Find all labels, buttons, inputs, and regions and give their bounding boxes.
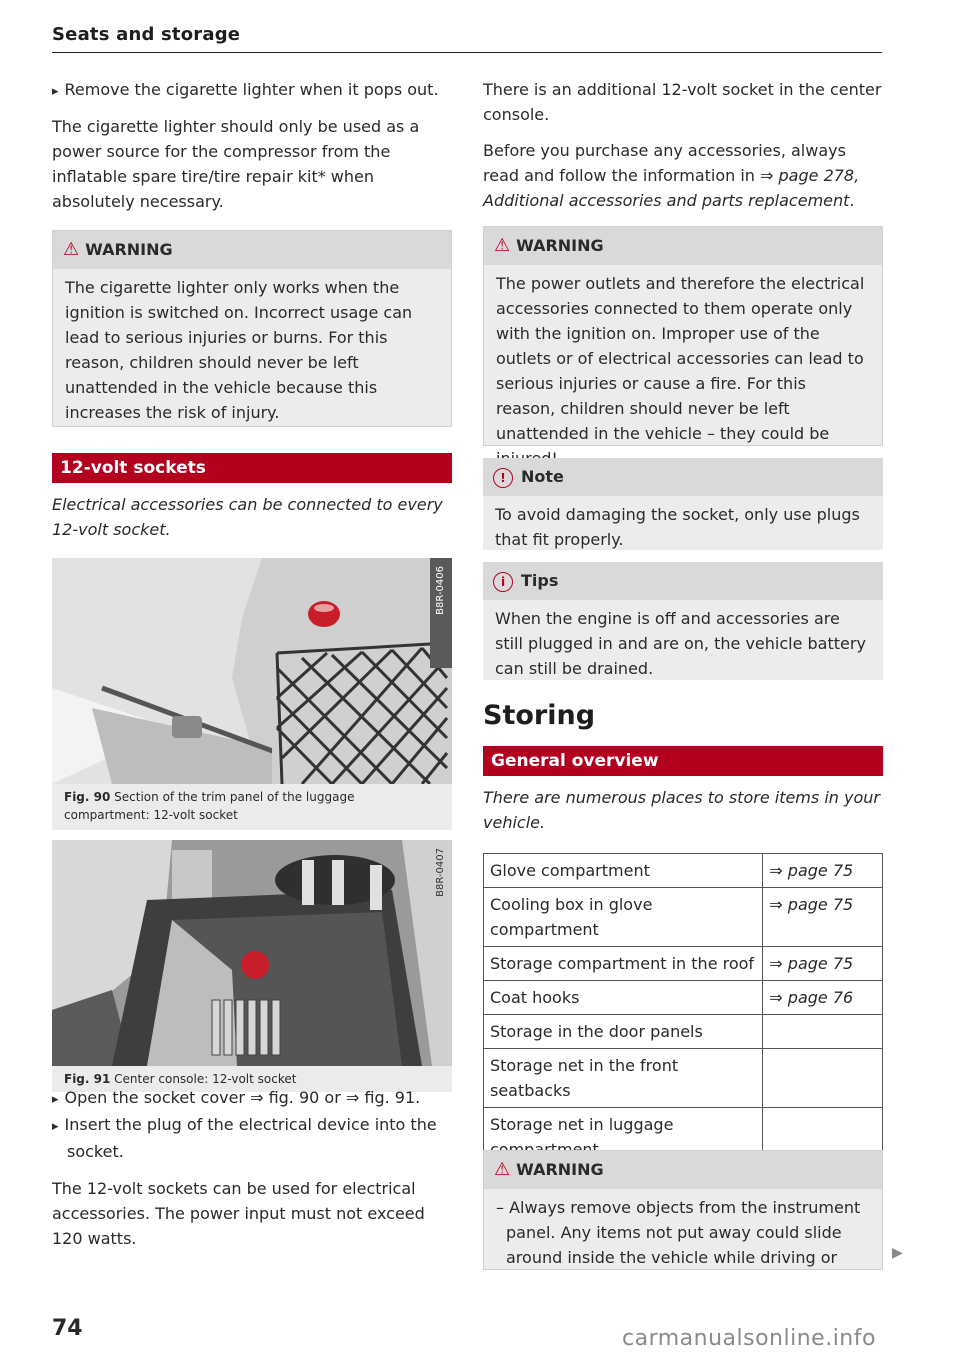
figure-90-image: [52, 558, 452, 784]
warning-title: WARNING: [516, 236, 604, 255]
instruction-step: ▸ Remove the cigarette lighter when it pops out.: [52, 77, 452, 104]
storage-item: Storage compartment in the roof: [484, 947, 763, 981]
luggage-compartment-illustration: [52, 558, 452, 784]
warning-header: [484, 227, 882, 265]
figure-label: Fig. 90: [64, 790, 111, 804]
warning-title: WARNING: [516, 1160, 604, 1179]
warning-body: – Always remove objects from the instrument panel. Any items not put away could slide around inside the vehicle while driving or: [496, 1198, 861, 1267]
table-row: [484, 854, 883, 888]
page-reference: [763, 1049, 883, 1108]
warning-header: [484, 1151, 882, 1189]
warning-title: WARNING: [85, 240, 173, 259]
right-column: [483, 77, 883, 213]
instruction-step: ▸ Open the socket cover ⇒ fig. 90 or ⇒ fig. 91.: [52, 1085, 452, 1112]
storage-item: Cooling box in glove compartment: [484, 888, 763, 947]
table-row: [484, 947, 883, 981]
storage-item: Storage in the door panels: [484, 1015, 763, 1049]
center-console-illustration: [52, 840, 452, 1066]
warning-box: [483, 1150, 883, 1270]
warning-triangle-icon: ⚠: [494, 235, 511, 256]
warning-triangle-icon: ⚠: [63, 239, 80, 260]
section-heading: 12-volt sockets: [52, 453, 452, 483]
watermark: carmanualsonline.info: [622, 1326, 876, 1351]
figure-code: B8R-0406: [435, 566, 446, 615]
note-box: [483, 458, 883, 550]
paragraph: Before you purchase any accessories, always read and follow the information in ⇒ page 278, Additional accessories and parts replacement.: [483, 141, 860, 210]
tips-body: When the engine is off and accessories are still plugged in and are on, the vehicle battery can still be drained.: [495, 609, 866, 678]
page-reference[interactable]: ⇒ page 75: [763, 854, 883, 888]
warning-box: [52, 230, 452, 427]
note-body: To avoid damaging the socket, only use plugs that fit properly.: [495, 505, 860, 549]
tips-title: Tips: [521, 571, 559, 590]
paragraph: The 12-volt sockets can be used for electrical accessories. The power input must not exceed 120 watts.: [52, 1179, 425, 1248]
page-number: 74: [52, 1316, 83, 1341]
table-row: [484, 1049, 883, 1108]
figure-label: Fig. 91: [64, 1072, 111, 1086]
cross-reference-link[interactable]: ⇒ page 278, Additional accessories and parts replacement: [483, 166, 860, 210]
storage-item: Glove compartment: [484, 854, 763, 888]
page-reference[interactable]: ⇒ page 76: [763, 981, 883, 1015]
section-intro: There are numerous places to store items in your vehicle.: [483, 788, 880, 832]
warning-body: The cigarette lighter only works when the ignition is switched on. Incorrect usage can lead to serious injuries or burns. For this reason, children should never be left unattended in the vehicle because this increases the risk of injury.: [65, 278, 413, 422]
instructions: [52, 1085, 452, 1251]
figure-code: B8R-0407: [435, 848, 446, 897]
chapter-heading: Storing: [483, 700, 596, 731]
storage-item: Coat hooks: [484, 981, 763, 1015]
storage-item: Storage net in the front seatbacks: [484, 1049, 763, 1108]
left-column: [52, 77, 452, 214]
warning-body: The power outlets and therefore the electrical accessories connected to them operate only with the ignition on. Improper use of the outlets or of electrical accessories can lead to serious injuries or cause a fire. For this reason, children should never be left unattended in the vehicle – they could be: [496, 274, 865, 443]
warning-box: [483, 226, 883, 446]
page-reference[interactable]: ⇒ page 75: [763, 888, 883, 947]
page-reference: [763, 1015, 883, 1049]
figure-90-caption: [52, 784, 452, 830]
info-icon: i: [493, 572, 513, 592]
figure-caption-text: Section of the trim panel of the luggage compartment: 12-volt socket: [64, 790, 355, 822]
continue-arrow-icon: ▶: [892, 1245, 903, 1261]
tips-header: [483, 562, 883, 600]
paragraph: There is an additional 12-volt socket in the center console.: [483, 80, 882, 124]
instruction-step: ▸ Insert the plug of the electrical device into the socket.: [52, 1112, 452, 1164]
storage-item: Storage net in luggage: [484, 1108, 763, 1167]
header-rule: [52, 52, 882, 53]
table-row: [484, 981, 883, 1015]
figure-91-image: [52, 840, 452, 1066]
section-heading: General overview: [483, 746, 883, 776]
paragraph: The cigarette lighter should only be used as a power source for the compressor from the inflatable spare tire/tire repair kit* when absolutely necessary.: [52, 117, 420, 211]
warning-triangle-icon: ⚠: [494, 1159, 511, 1180]
note-exclamation-icon: !: [493, 468, 513, 488]
running-header: Seats and storage: [52, 24, 241, 45]
storage-table: [483, 853, 883, 1167]
table-row: [484, 1015, 883, 1049]
note-title: Note: [521, 467, 564, 486]
warning-header: [53, 231, 451, 269]
page-reference[interactable]: ⇒ page 75: [763, 947, 883, 981]
section-intro: Electrical accessories can be connected to every 12-volt socket.: [52, 495, 443, 539]
figure-caption-text: Center console: 12-volt socket: [114, 1072, 297, 1086]
note-header: [483, 458, 883, 496]
tips-box: [483, 562, 883, 680]
table-row: [484, 888, 883, 947]
